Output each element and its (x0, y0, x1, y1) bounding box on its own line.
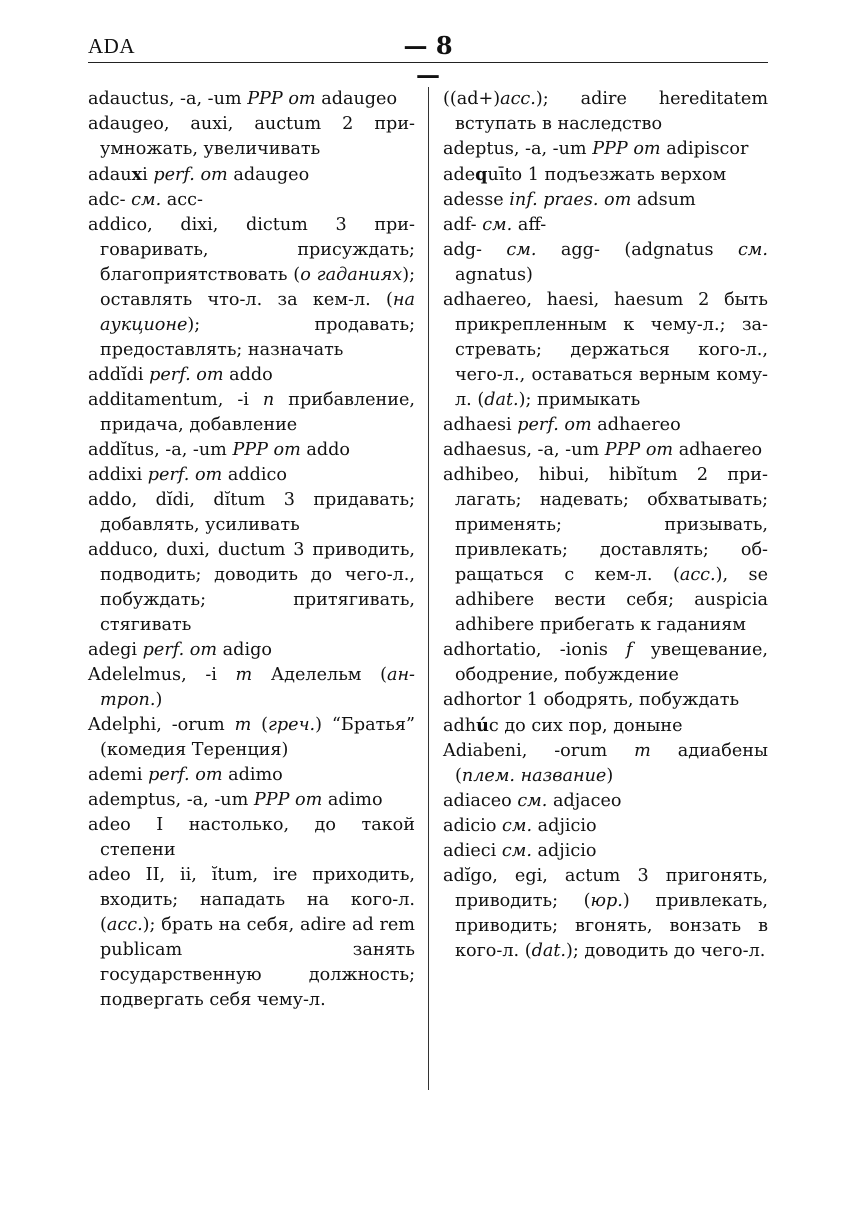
dictionary-entry: ademi perf. от adimo (88, 765, 283, 785)
left-column (88, 87, 415, 1013)
dictionary-entry: Adelphi, -orum m (греч.) “Братья” (комедия Теренция) (88, 715, 415, 760)
dictionary-entry: adhaereo, haesi, haesum 2 быть прикрепленным к чему-л.; застревать; держаться кого-л., чего-л., оставаться верным кому-л. (dat.); примыкать (443, 290, 768, 410)
dictionary-entry: adeptus, -a, -um PPP от adipiscor (443, 139, 749, 159)
dictionary-entry: ademptus, -a, -um PPP от adimo (88, 790, 383, 810)
dictionary-entry: ((ad+)acc.); adire hereditatem вступать в наследство (443, 89, 768, 134)
dictionary-entry: adauxi perf. от adaugeo (88, 164, 310, 185)
dictionary-entry: adicio см. adjicio (443, 816, 597, 836)
dictionary-entry: adf- см. aff- (443, 215, 547, 235)
dictionary-entry: adesse inf. praes. от adsum (443, 190, 696, 210)
running-head: ADA (88, 34, 135, 58)
dictionary-entry: addixi perf. от addico (88, 465, 287, 485)
dictionary-entry: adhúc до сих пор, доныне (443, 715, 683, 736)
dictionary-entry: adieci см. adjicio (443, 841, 597, 861)
page-number: — 8 — (403, 31, 453, 89)
dictionary-entry: adiaceo см. adjaceo (443, 791, 622, 811)
page-header (88, 31, 768, 89)
dictionary-entry: adhibeo, hibui, hibĭtum 2 прилагать; надевать; обхватывать; применять; призывать, привлекать; доставлять; обращаться с кем-л. (acc.), se adhibere вести себя; auspicia adhibere прибегать к гаданиям (443, 465, 768, 635)
dictionary-entry: adhaesus, -a, -um PPP от adhaereo (443, 440, 763, 460)
dictionary-entry: Adelelmus, -i m Аделельм (антроп.) (88, 665, 415, 710)
dictionary-entry: adequīto 1 подъезжать верхом (443, 164, 727, 185)
dictionary-entry: addo, dĭdi, dĭtum 3 придавать; добавлять, усиливать (88, 490, 415, 535)
right-column (443, 87, 768, 964)
dictionary-entry: adeo I настолько, до такой степени (88, 815, 415, 860)
dictionary-entry: additamentum, -i n прибавление, придача, добавление (88, 390, 416, 435)
dictionary-entry: adhortor 1 ободрять, побуждать (443, 690, 740, 710)
dictionary-entry: addico, dixi, dictum 3 приговаривать, присуждать; благоприятствовать (о гаданиях); оставлять что-л. за кем-л. (на аукционе); продавать; предоставлять; назначать (88, 215, 415, 360)
dictionary-entry: adaugeo, auxi, auctum 2 приумножать, увеличивать (88, 114, 415, 159)
dictionary-entry: addĭdi perf. от addo (88, 365, 273, 385)
dictionary-entry: adhortatio, -ionis f увещевание, ободрение, побуждение (443, 640, 768, 685)
dictionary-entry: adg- см. agg- (adgnatus см. agnatus) (443, 240, 768, 285)
dictionary-entry: adeo II, ii, ĭtum, ire приходить, входить; нападать на кого-л. (acc.); брать на себя, adire ad rem publicam занять государственную должность; подвергать себя чему-л. (88, 865, 415, 1010)
column-divider (428, 87, 429, 1090)
dictionary-entry: adauctus, -a, -um PPP от adaugeo (88, 89, 398, 109)
dictionary-entry: adc- см. acc- (88, 190, 203, 210)
dictionary-entry: Adiabeni, -orum m адиабены (плем. название) (443, 741, 768, 786)
dictionary-entry: adhaesi perf. от adhaereo (443, 415, 681, 435)
dictionary-entry: adduco, duxi, ductum 3 приводить, подводить; доводить до чего-л., побуждать; притягивать, стягивать (88, 540, 415, 635)
dictionary-entry: adegi perf. от adigo (88, 640, 272, 660)
dictionary-entry: addĭtus, -a, -um PPP от addo (88, 440, 351, 460)
dictionary-entry: adĭgo, egi, actum 3 пригонять, приводить; (юр.) привлекать, приводить; вгонять, вонзать в кого-л. (dat.); доводить до чего-л. (443, 866, 769, 961)
